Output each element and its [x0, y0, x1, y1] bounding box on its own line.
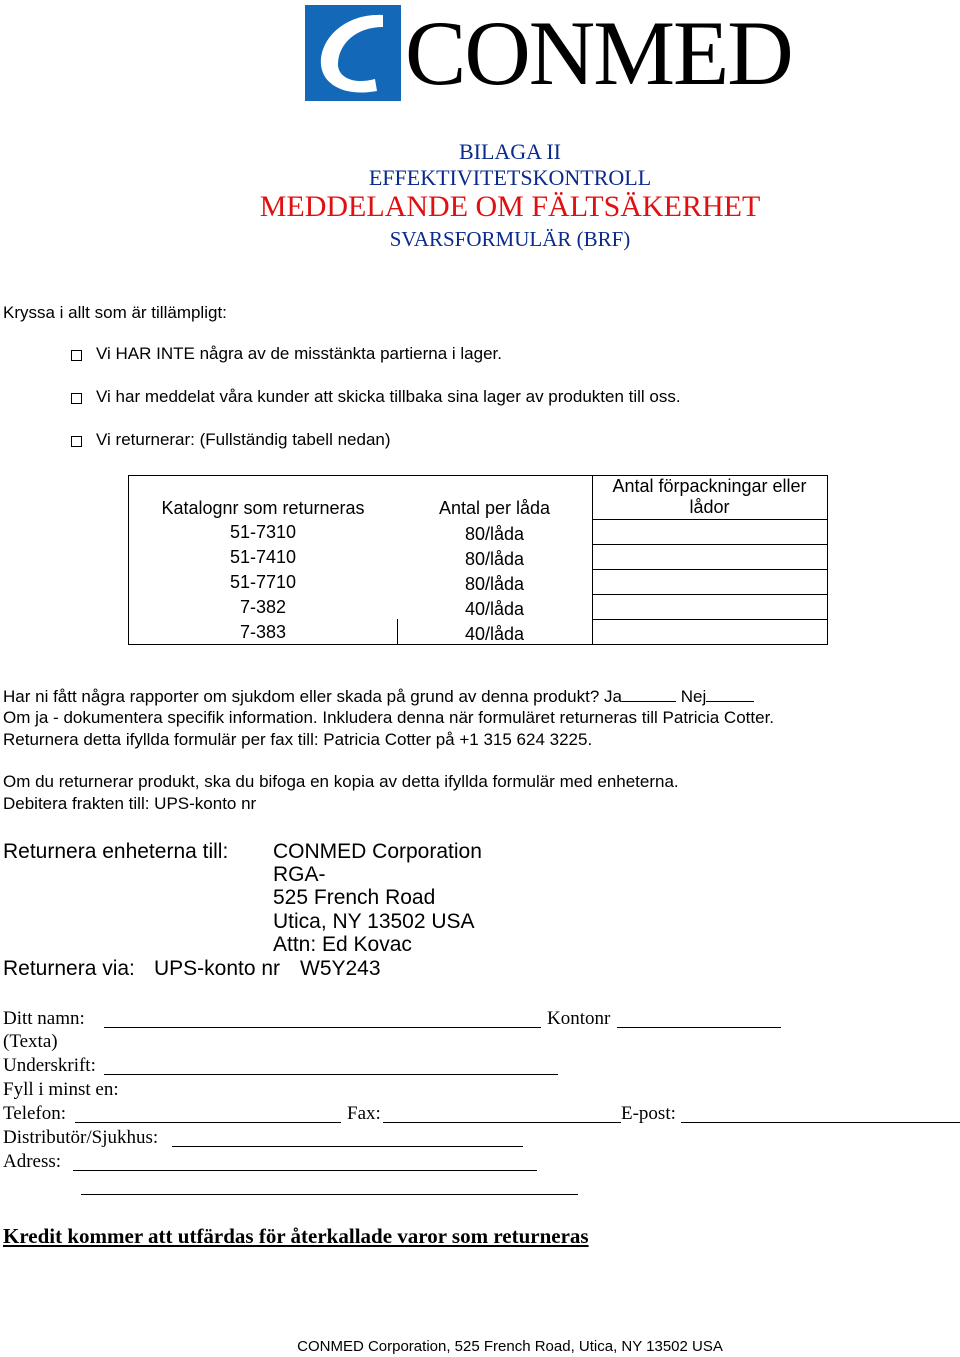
heading-field-safety-notice: MEDDELANDE OM FÄLTSÄKERHET — [259, 190, 761, 223]
checkbox-returning[interactable] — [71, 436, 82, 447]
table-cell-per-box: 80/låda — [464, 574, 525, 594]
return-address-line: 525 French Road — [273, 886, 436, 909]
return-address-line: CONMED Corporation — [273, 840, 482, 863]
phone-field[interactable] — [75, 1122, 341, 1123]
table-header-quantity: Antal förpackningar eller lådor — [612, 476, 807, 517]
return-to-label: Returnera enheterna till: — [3, 840, 229, 863]
email-field[interactable] — [681, 1122, 960, 1123]
checkbox-notified-customers-label: Vi har meddelat våra kunder att skicka tillbaka sina lager av produkten till oss. — [96, 387, 681, 406]
distributor-label: Distributör/Sjukhus: — [3, 1127, 159, 1148]
return-via-account-label: UPS-konto nr — [154, 957, 281, 980]
table-header-per-box: Antal per låda — [438, 498, 551, 518]
logo-mark — [305, 5, 401, 101]
injury-question — [3, 687, 754, 707]
return-table — [128, 475, 828, 645]
checkbox-returning-label: Vi returnerar: (Fullständig tabell nedan) — [96, 430, 391, 449]
signature-label: Underskrift: — [3, 1055, 96, 1076]
table-header-catalog: Katalognr som returneras — [161, 498, 365, 518]
return-address-line: Utica, NY 13502 USA — [273, 910, 475, 933]
fax-return-text — [3, 730, 592, 750]
logo-wordmark: CONMED — [405, 2, 792, 104]
yes-label: Ja — [604, 687, 622, 706]
table-cell-catalog: 51-7410 — [229, 547, 297, 567]
fax-label: Fax: — [347, 1103, 381, 1124]
address-field[interactable] — [73, 1170, 537, 1171]
fax-field[interactable] — [383, 1122, 621, 1123]
conmed-logo — [305, 2, 792, 104]
table-cell-per-box: 80/låda — [464, 524, 525, 544]
fax-return-period: . — [587, 730, 593, 749]
no-field[interactable] — [706, 687, 754, 702]
table-cell-per-box: 40/låda — [464, 624, 525, 644]
table-cell-catalog: 7-383 — [239, 622, 287, 642]
table-cell-catalog: 51-7310 — [229, 522, 297, 542]
return-via-label: Returnera via: — [3, 957, 135, 980]
name-label: Ditt namn: — [3, 1008, 85, 1029]
fax-return-main: Returnera detta ifyllda formulär per fax till: Patricia Cotter på +1 315 624 3225 — [3, 730, 588, 749]
distributor-field[interactable] — [172, 1146, 523, 1147]
checkbox-no-lots-label: Vi HAR INTE några av de misstänkta partierna i lager. — [96, 344, 502, 363]
office-field[interactable] — [617, 1027, 781, 1028]
table-cell-catalog: 7-382 — [239, 597, 287, 617]
no-label: Nej — [680, 687, 707, 706]
instructions-text: Kryssa i allt som är tillämpligt: — [3, 303, 227, 322]
footer-address: CONMED Corporation, 525 French Road, Utica, NY 13502 USA — [297, 1338, 723, 1355]
checkbox-notified-customers[interactable] — [71, 393, 82, 404]
logo-c-swoosh-icon — [305, 5, 401, 101]
heading-effectiveness-check: EFFEKTIVITETSKONTROLL — [368, 165, 652, 190]
credit-note: Kredit kommer att utfärdas för återkallade varor som returneras — [3, 1224, 589, 1248]
table-cell-catalog: 51-7710 — [229, 572, 297, 592]
injury-question-text: Har ni fått några rapporter om sjukdom eller skada på grund av denna produkt? — [3, 687, 600, 706]
address-label: Adress: — [3, 1151, 62, 1172]
heading-attachment: BILAGA II — [458, 139, 562, 164]
freight-charge-text: Debitera frakten till: UPS-konto nr — [3, 794, 257, 813]
phone-label: Telefon: — [3, 1103, 67, 1124]
return-address-line: RGA- — [273, 863, 326, 886]
table-cell-per-box: 40/låda — [464, 599, 525, 619]
name-field[interactable] — [104, 1027, 541, 1028]
checkbox-no-lots[interactable] — [71, 350, 82, 361]
table-cell-per-box: 80/låda — [464, 549, 525, 569]
fill-at-least-one-label: Fyll i minst en: — [3, 1079, 119, 1100]
print-label: (Texta) — [3, 1031, 58, 1052]
return-address-line: Attn: Ed Kovac — [273, 933, 412, 956]
email-label: E-post: — [621, 1103, 676, 1124]
office-label: Kontonr — [547, 1008, 611, 1029]
attach-copy-text: Om du returnerar produkt, ska du bifoga en kopia av detta ifyllda formulär med enheterna. — [3, 772, 679, 791]
document-info-text: Om ja - dokumentera specifik information. Inkludera denna när formuläret returneras till Patricia Cotter. — [3, 708, 775, 727]
signature-field[interactable] — [104, 1074, 558, 1075]
yes-field[interactable] — [622, 687, 676, 702]
address-field-line-2[interactable] — [81, 1194, 578, 1195]
heading-response-form: SVARSFORMULÄR (BRF) — [389, 227, 631, 251]
return-via-account-number: W5Y243 — [300, 957, 381, 980]
